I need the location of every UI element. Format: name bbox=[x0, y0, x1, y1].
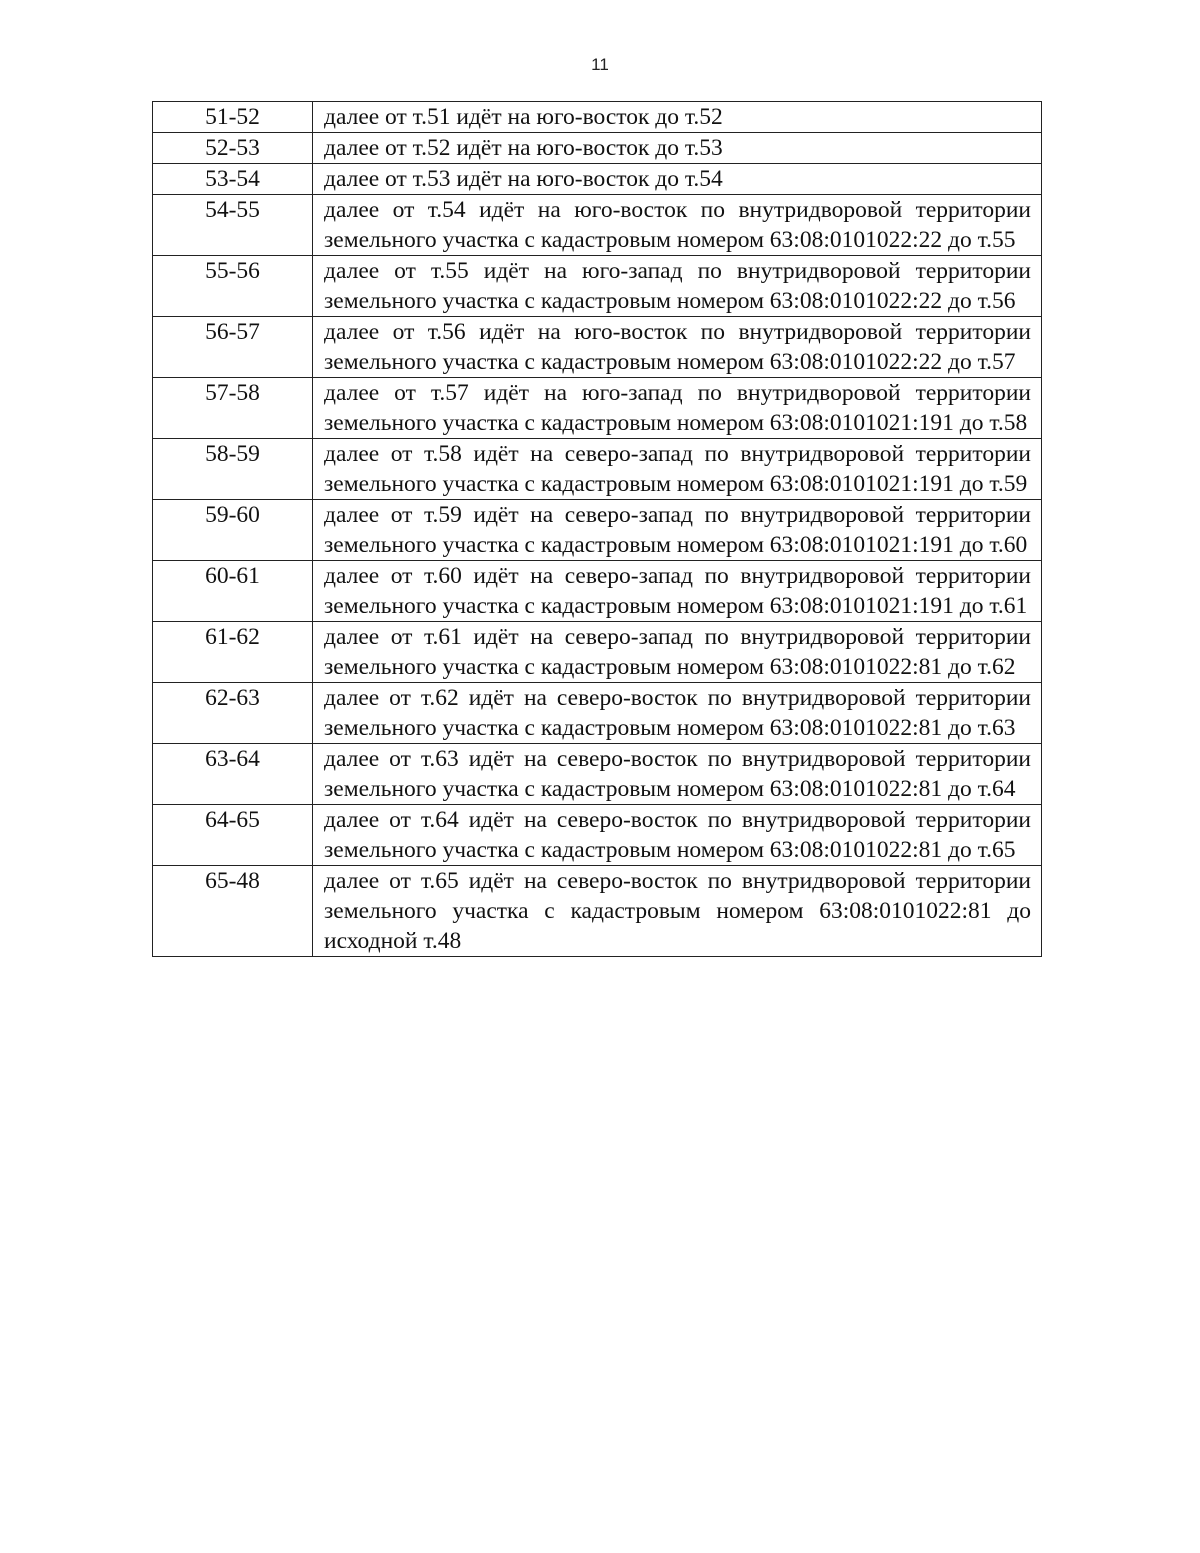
segment-cell: 56-57 bbox=[153, 317, 313, 378]
table-row bbox=[153, 805, 1042, 866]
description-cell: далее от т.61 идёт на северо-запад по внутридворовой территории земельного участка с кадастровым номером 63:08:0101022:81 до т.62 bbox=[313, 622, 1042, 683]
segment-cell: 57-58 bbox=[153, 378, 313, 439]
table-row bbox=[153, 866, 1042, 957]
description-cell: далее от т.57 идёт на юго-запад по внутридворовой территории земельного участка с кадастровым номером 63:08:0101021:191 до т.58 bbox=[313, 378, 1042, 439]
description-cell: далее от т.65 идёт на северо-восток по внутридворовой территории земельного участка с кадастровым номером 63:08:0101022:81 до исходной т.48 bbox=[313, 866, 1042, 957]
segment-cell: 60-61 bbox=[153, 561, 313, 622]
description-cell: далее от т.62 идёт на северо-восток по внутридворовой территории земельного участка с кадастровым номером 63:08:0101022:81 до т.63 bbox=[313, 683, 1042, 744]
description-cell: далее от т.59 идёт на северо-запад по внутридворовой территории земельного участка с кадастровым номером 63:08:0101021:191 до т.60 bbox=[313, 500, 1042, 561]
description-cell: далее от т.54 идёт на юго-восток по внутридворовой территории земельного участка с кадастровым номером 63:08:0101022:22 до т.55 bbox=[313, 195, 1042, 256]
table-row bbox=[153, 317, 1042, 378]
table-row bbox=[153, 561, 1042, 622]
table-body bbox=[153, 102, 1042, 957]
description-cell: далее от т.63 идёт на северо-восток по внутридворовой территории земельного участка с кадастровым номером 63:08:0101022:81 до т.64 bbox=[313, 744, 1042, 805]
table-row bbox=[153, 744, 1042, 805]
description-cell: далее от т.56 идёт на юго-восток по внутридворовой территории земельного участка с кадастровым номером 63:08:0101022:22 до т.57 bbox=[313, 317, 1042, 378]
segment-cell: 54-55 bbox=[153, 195, 313, 256]
segment-cell: 58-59 bbox=[153, 439, 313, 500]
description-cell: далее от т.55 идёт на юго-запад по внутридворовой территории земельного участка с кадастровым номером 63:08:0101022:22 до т.56 bbox=[313, 256, 1042, 317]
table-row bbox=[153, 256, 1042, 317]
table-row bbox=[153, 164, 1042, 195]
description-cell: далее от т.58 идёт на северо-запад по внутридворовой территории земельного участка с кадастровым номером 63:08:0101021:191 до т.59 bbox=[313, 439, 1042, 500]
table-row bbox=[153, 378, 1042, 439]
boundary-description-table bbox=[152, 101, 1042, 957]
table-row bbox=[153, 195, 1042, 256]
segment-cell: 51-52 bbox=[153, 102, 313, 133]
segment-cell: 61-62 bbox=[153, 622, 313, 683]
page-number: 11 bbox=[591, 55, 609, 74]
description-cell: далее от т.53 идёт на юго-восток до т.54 bbox=[313, 164, 1042, 195]
segment-cell: 55-56 bbox=[153, 256, 313, 317]
table-row bbox=[153, 439, 1042, 500]
segment-cell: 53-54 bbox=[153, 164, 313, 195]
description-cell: далее от т.52 идёт на юго-восток до т.53 bbox=[313, 133, 1042, 164]
description-cell: далее от т.60 идёт на северо-запад по внутридворовой территории земельного участка с кадастровым номером 63:08:0101021:191 до т.61 bbox=[313, 561, 1042, 622]
table-row bbox=[153, 102, 1042, 133]
description-cell: далее от т.64 идёт на северо-восток по внутридворовой территории земельного участка с кадастровым номером 63:08:0101022:81 до т.65 bbox=[313, 805, 1042, 866]
description-cell: далее от т.51 идёт на юго-восток до т.52 bbox=[313, 102, 1042, 133]
table-row bbox=[153, 500, 1042, 561]
segment-cell: 52-53 bbox=[153, 133, 313, 164]
segment-cell: 64-65 bbox=[153, 805, 313, 866]
table-row bbox=[153, 622, 1042, 683]
segment-cell: 63-64 bbox=[153, 744, 313, 805]
table-row bbox=[153, 683, 1042, 744]
segment-cell: 62-63 bbox=[153, 683, 313, 744]
table-row bbox=[153, 133, 1042, 164]
segment-cell: 59-60 bbox=[153, 500, 313, 561]
segment-cell: 65-48 bbox=[153, 866, 313, 957]
